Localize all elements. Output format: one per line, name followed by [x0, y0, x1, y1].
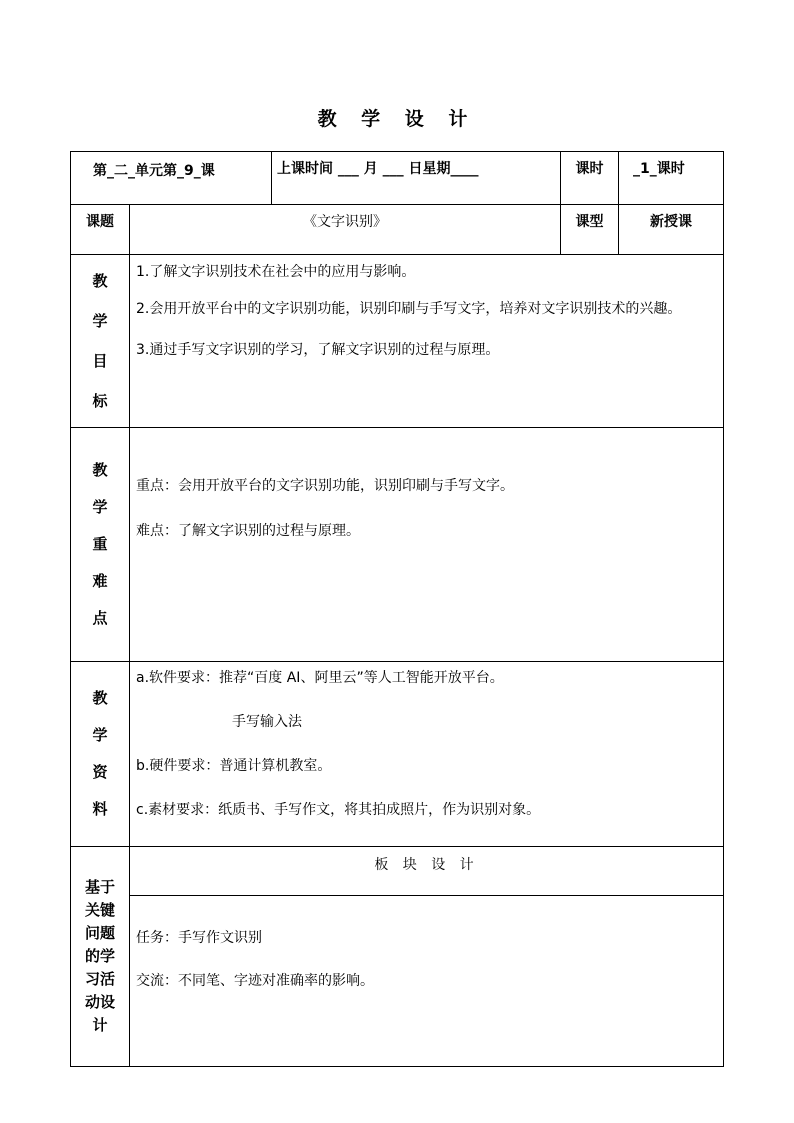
topic-label-cell: [71, 205, 130, 255]
type-value: 新授课: [650, 214, 692, 230]
difficulty-text: 难点：了解文字识别的过程与原理。: [136, 523, 360, 539]
materials-label: 教 学 资 料: [71, 662, 130, 847]
objectives-label: 教 学 目 标: [71, 255, 130, 428]
topic-row: [71, 205, 724, 255]
period-label-cell: [561, 152, 619, 205]
activities-label: 基于 关键 问题 的学 习活 动设 计: [71, 847, 130, 1067]
software-extra-text: 手写输入法: [232, 714, 302, 730]
type-value-cell: [619, 205, 724, 255]
objective-item: 1.了解文字识别技术在社会中的应用与影响。: [136, 264, 416, 280]
board-title-cell: [130, 847, 724, 896]
topic-value-cell: [130, 205, 561, 255]
board-title-row: [71, 847, 724, 896]
topic-label: 课题: [86, 214, 114, 230]
board-title: 板 块 设 计: [374, 857, 479, 873]
type-label-cell: [561, 205, 619, 255]
key-points-row: [71, 428, 724, 662]
material-text: c.素材要求：纸质书、手写作文，将其拍成照片，作为识别对象。: [136, 802, 541, 818]
exchange-text: 交流：不同笔、字迹对准确率的影响。: [136, 973, 374, 989]
task-text: 任务：手写作文识别: [136, 930, 262, 946]
focus-text: 重点：会用开放平台的文字识别功能，识别印刷与手写文字。: [136, 478, 514, 494]
unit-cell: [71, 152, 272, 205]
objectives-row: [71, 255, 724, 428]
unit-text: 第_二_单元第_9_课: [93, 163, 215, 179]
period-value: _1_课时: [633, 161, 685, 177]
key-points-content: [130, 428, 724, 662]
objectives-content: [130, 255, 724, 428]
period-value-cell: [619, 152, 724, 205]
key-points-label: 教 学 重 难 点: [71, 428, 130, 662]
class-time-cell: [272, 152, 561, 205]
period-label: 课时: [575, 161, 604, 177]
software-text: a.软件要求：推荐“百度 AI、阿里云”等人工智能开放平台。: [136, 670, 504, 686]
header-row: [71, 152, 724, 205]
hardware-text: b.硬件要求：普通计算机教室。: [136, 758, 332, 774]
lesson-plan-table: [70, 151, 724, 1067]
objective-item: 3.通过手写文字识别的学习，了解文字识别的过程与原理。: [136, 342, 500, 358]
type-label: 课型: [575, 214, 604, 230]
activities-row: [71, 896, 724, 1067]
page-title: 教 学 设 计: [317, 108, 477, 130]
materials-row: [71, 662, 724, 847]
objective-item: 2.会用开放平台中的文字识别功能，识别印刷与手写文字，培养对文字识别技术的兴趣。: [136, 301, 682, 317]
activities-content: [130, 896, 724, 1067]
topic-value: 《文字识别》: [303, 214, 387, 230]
materials-content: [130, 662, 724, 847]
class-time-text: 上课时间 ___ 月 ___ 日星期____: [277, 161, 479, 177]
